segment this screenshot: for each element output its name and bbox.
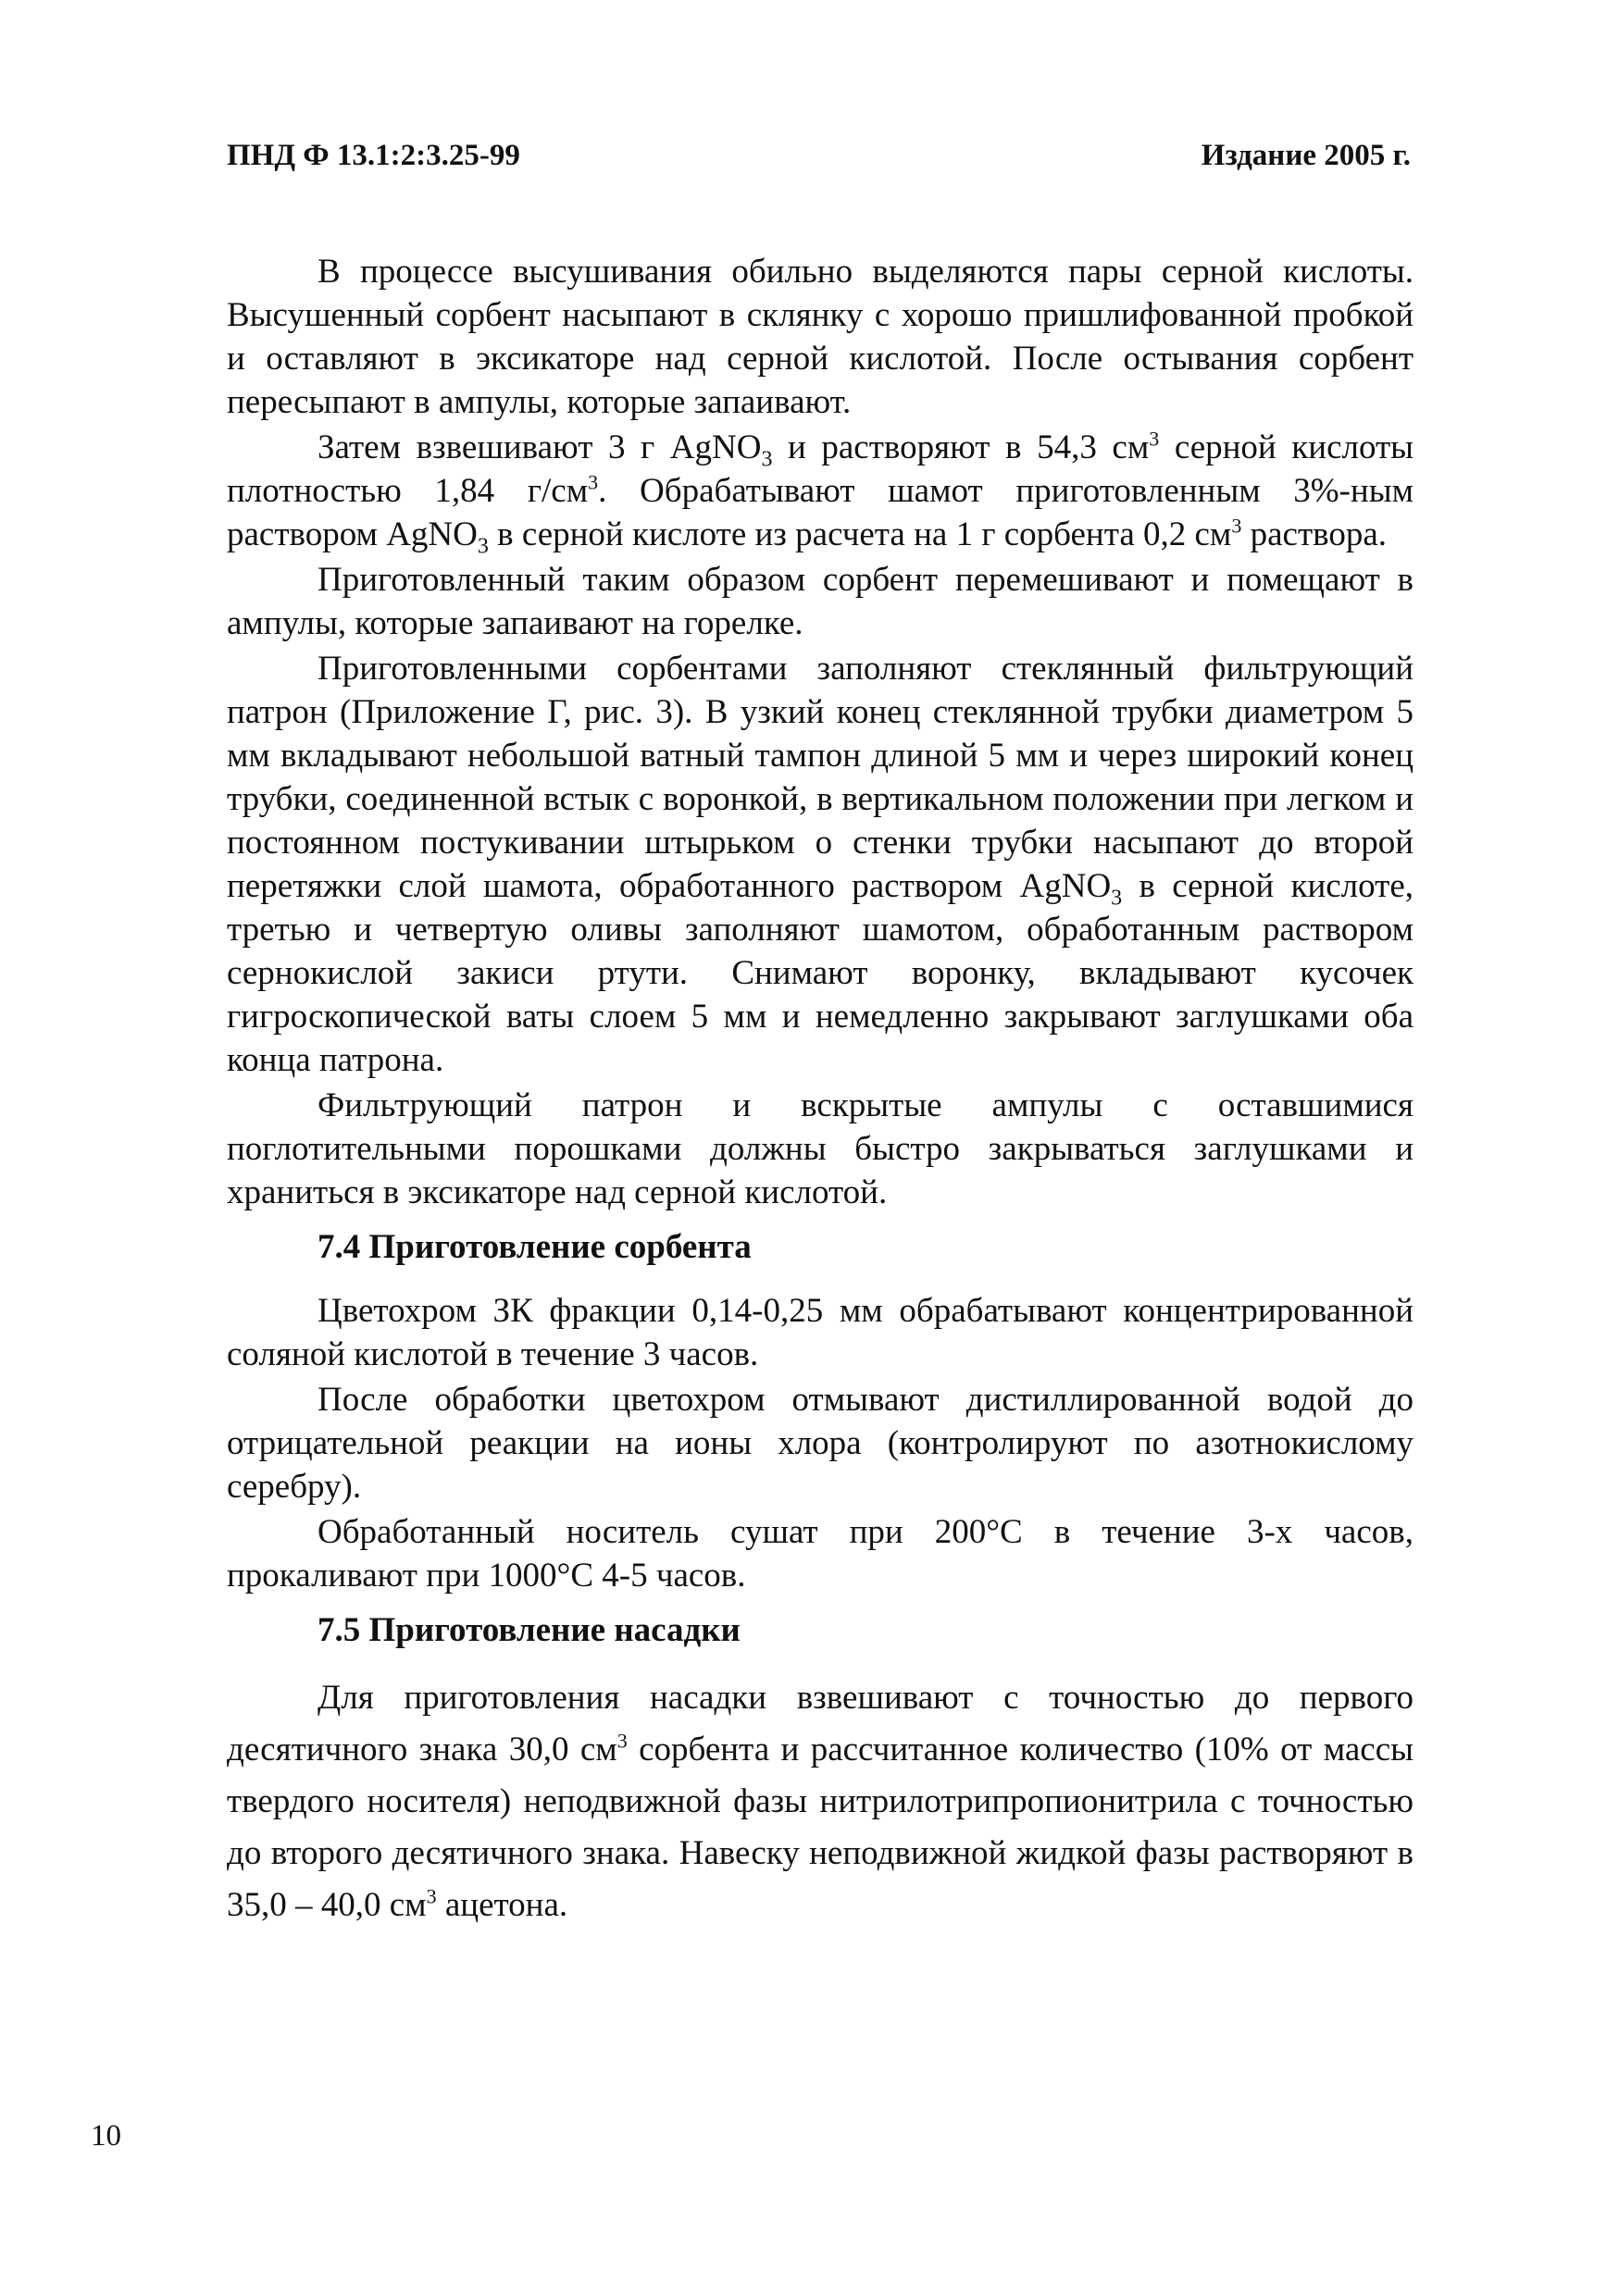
paragraph-filter-cartridge xyxy=(227,647,1414,1082)
superscript: 3 xyxy=(426,1884,437,1908)
paragraph-mixing: Приготовленный таким образом сорбент перемешивают и помещают в ампулы, которые запаивают на горелке. xyxy=(227,561,1414,642)
text-run: серной кислоты плотностью 1,84 г/см xyxy=(227,428,1414,510)
paragraph-storage: Фильтрующий патрон и вскрытые ампулы с оставшимися поглотительными порошками должны быстро закрываться заглушками и храниться в эксикаторе над серной кислотой. xyxy=(227,1086,1414,1211)
text-run: Затем взвешивают 3 г AgNO xyxy=(318,428,762,466)
main-text xyxy=(227,250,1414,1931)
paragraph-packing xyxy=(227,1672,1414,1931)
subscript: 3 xyxy=(761,447,773,472)
paragraph-tsvetokhrom: Цветохром ЗК фракции 0,14-0,25 мм обрабатывают концентрированной соляной кислотой в течение 3 часов. xyxy=(227,1292,1414,1373)
superscript: 3 xyxy=(1231,514,1242,538)
text-run: и растворяют в 54,3 см xyxy=(772,428,1150,466)
subscript: 3 xyxy=(477,534,489,559)
text-run: Для приготовления насадки взвешивают с точностью до первого десятичного знака 30,0 см xyxy=(227,1679,1414,1769)
document-code: ПНД Ф 13.1:2:3.25-99 xyxy=(227,139,520,172)
superscript: 3 xyxy=(616,1729,628,1753)
text-run: . Обрабатывают шамот приготовленным 3%-ным раствором AgNO xyxy=(227,472,1414,553)
section-heading-7-4: 7.4 Приготовление сорбента xyxy=(318,1228,752,1266)
text-run: раствора. xyxy=(1241,515,1388,553)
paragraph-washing: После обработки цветохром отмывают дистиллированной водой до отрицательной реакции на ионы хлора (контролируют по азотнокислому серебру). xyxy=(227,1381,1414,1506)
text-run: сорбента и рассчитанное количество (10% от массы твердого носителя) неподвижной фазы нитрилотрипропионитрила с точностью до второго десятичного знака. Навеску неподвижной жидкой фазы растворяют в 35,0 – 40,0 см xyxy=(227,1731,1414,1924)
page-header xyxy=(227,139,1411,173)
text-run: в серной кислоте, третью и четвертую оливы заполняют шамотом, обработанным раствором сернокислой закиси ртути. Снимают воронку, вкладывают кусочек гигроскопической ваты слоем 5 мм и немедленно закрывают заглушками оба конца патрона. xyxy=(227,867,1414,1079)
superscript: 3 xyxy=(1149,427,1160,451)
page-number: 10 xyxy=(91,2119,121,2153)
text-run: ацетона. xyxy=(436,1886,568,1924)
subscript: 3 xyxy=(1111,886,1123,911)
paragraph-silver-nitrate xyxy=(227,426,1414,559)
section-heading-7-5: 7.5 Приготовление насадки xyxy=(318,1611,741,1649)
paragraph-drying: В процессе высушивания обильно выделяются пары серной кислоты. Высушенный сорбент насыпают в склянку с хорошо пришлифованной пробкой и оставляют в эксикаторе над серной кислотой. После остывания сорбент пересыпают в ампулы, которые запаивают. xyxy=(227,253,1414,421)
edition-label: Издание 2005 г. xyxy=(1201,139,1411,172)
text-run: Приготовленными сорбентами заполняют стеклянный фильтрующий патрон (Приложение Г, рис. 3). В узкий конец стеклянной трубки диаметром 5 мм вкладывают небольшой ватный тампон длиной 5 мм и через широкий конец трубки, соединенной встык с воронкой, в вертикальном положении при легком и постоянном постукивании штырьком о стенки трубки насыпают до второй перетяжки слой шамота, обработанного раствором AgNO xyxy=(227,650,1414,905)
superscript: 3 xyxy=(588,470,599,494)
paragraph-calcination: Обработанный носитель сушат при 200°С в течение 3-х часов, прокаливают при 1000°С 4-5 часов. xyxy=(227,1513,1414,1595)
text-run: в серной кислоте из расчета на 1 г сорбента 0,2 см xyxy=(488,515,1232,553)
